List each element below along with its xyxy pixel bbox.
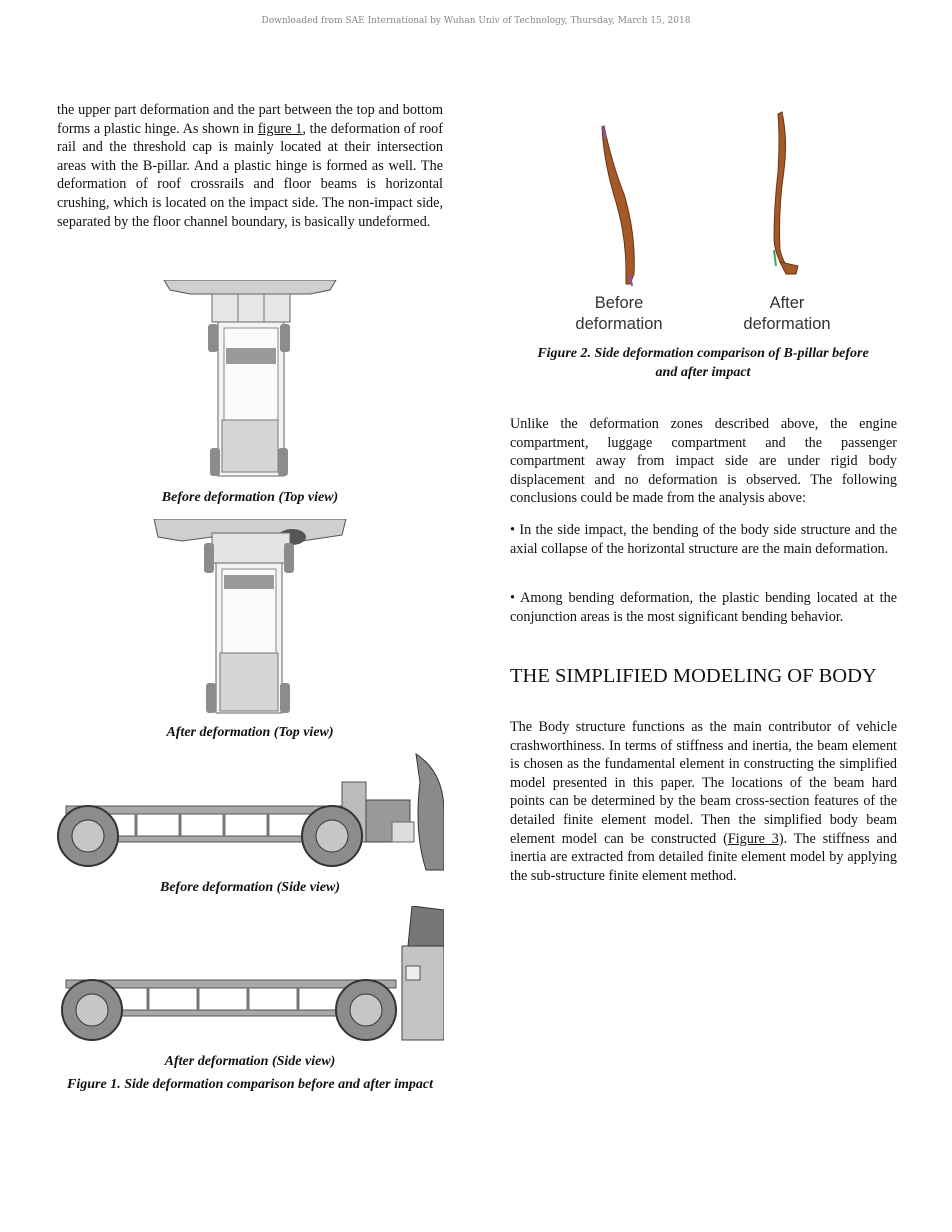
para-text: , the deformation of roof rail and the threshold cap is mainly located at their intersection areas with the B-pillar. And a plastic hinge is formed as well. The deformation of roof crossrails and floor beams is horizontal crushing, which is located on the impact side. The non-impact side, separated by the floor channel boundary, is basically undeformed. — [57, 120, 443, 230]
figure-1-link[interactable]: figure 1 — [257, 120, 303, 137]
top-view-before-label: Before deformation (Top view) — [161, 490, 339, 505]
figure-1-caption: Figure 1. Side deformation comparison before and after impact — [67, 1077, 433, 1092]
b-pillar-after-label: After deformation — [743, 294, 831, 333]
section-heading: THE SIMPLIFIED MODELING OF BODY — [510, 665, 877, 687]
bullet-bending: • Among bending deformation, the plastic bending located at the conjunction areas is the most significant bending behavior. — [510, 590, 897, 625]
para-text: The Body structure functions as the main contributor of vehicle crashworthiness. In terms of stiffness and inertia, the beam element is chosen as the fundamental element in constructing the simplified model presented in this paper. The locations of the beam hard points can be determined by the beam cross-section features of the detailed finite element model. Then the simplified body beam element model can be constructed ( — [510, 719, 897, 847]
b-pillar-before-image — [598, 124, 648, 288]
b-pillar-after-image — [764, 110, 808, 276]
side-view-before-label: Before deformation (Side view) — [159, 880, 341, 895]
b-pillar-before-label: Before deformation — [575, 294, 663, 333]
side-view-before-image — [52, 752, 444, 872]
top-view-after-label: After deformation (Top view) — [166, 725, 334, 740]
figure-2-caption: Figure 2. Side deformation comparison of B-pillar before and after impact — [537, 346, 869, 380]
side-view-after-image — [52, 906, 444, 1050]
side-view-after-label: After deformation (Side view) — [164, 1054, 336, 1069]
figure-3-link[interactable]: Figure 3 — [727, 830, 779, 847]
para-text: ). The stiffness and inertia are extracted from detailed finite element model by applying the sub-structure finite element method. — [510, 830, 897, 884]
top-view-after-image — [152, 519, 348, 717]
paragraph-plastic-hinge — [57, 101, 443, 231]
paragraph-simplified-model — [510, 718, 897, 885]
bullet-side-impact: • In the side impact, the bending of the body side structure and the axial collapse of the horizontal structure are the main deformation. — [510, 522, 897, 557]
top-view-before-image — [160, 280, 340, 480]
paragraph-rigid-body: Unlike the deformation zones described above, the engine compartment, luggage compartment and the passenger compartment away from impact side are under rigid body displacement and no deformation is observed. The following conclusions could be made from the analysis above: — [510, 416, 897, 507]
para-text: the upper part deformation and the part between the top and bottom forms a plastic hinge. As shown in — [57, 102, 443, 137]
download-header: Downloaded from SAE International by Wuhan Univ of Technology, Thursday, March 15, 2018 — [261, 16, 691, 26]
